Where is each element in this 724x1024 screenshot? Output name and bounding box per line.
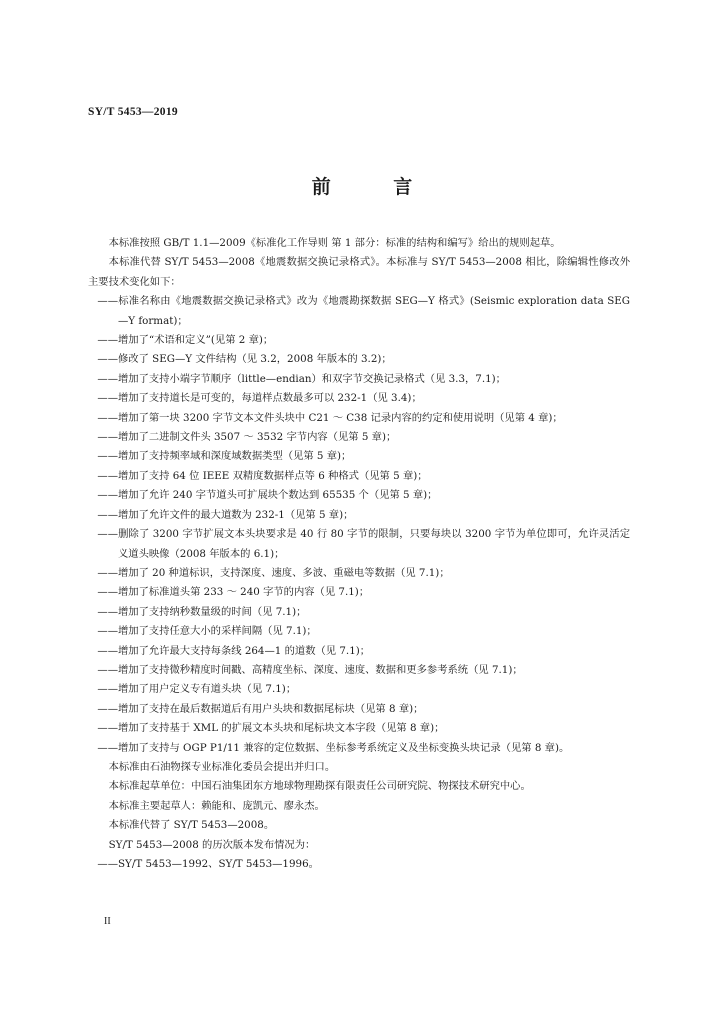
paragraph: 本标准起草单位：中国石油集团东方地球物理勘探有限责任公司研究院、物探技术研究中心。 <box>108 780 531 793</box>
change-item: ——删除了 3200 字节扩展文本头块要求是 40 行 80 字节的限制，只要每块以 3200 字节为单位即可，允许灵活定义道头映像（2008 年版本的 6.1)； <box>97 528 630 560</box>
change-item: ——增加了支持微秒精度时间戳、高精度坐标、深度、速度、数据和更多参考系统（见 7.1)； <box>97 663 523 676</box>
change-item: ——增加了标准道头第 233 ～ 240 字节的内容（见 7.1)； <box>97 586 370 599</box>
change-item: ——增加了支持纳秒数量级的时间（见 7.1)； <box>97 605 307 618</box>
change-item: ——增加了支持基于 XML 的扩展文本头块和尾标块文本字段（见第 8 章)； <box>97 722 445 735</box>
change-item: ——增加了支持频率域和深度域数据类型（见第 5 章)； <box>97 450 352 463</box>
page-title: 前 言 <box>311 176 441 198</box>
change-item: ——修改了 SEG—Y 文件结构（见 3.2，2008 年版本的 3.2)； <box>97 353 392 366</box>
change-item: ——增加了允许最大支持每条线 264—1 的道数（见 7.1)； <box>97 644 371 657</box>
standard-id-header: SY/T 5453—2019 <box>88 106 178 118</box>
paragraph: SY/T 5453—2008 的历次版本发布情况为： <box>108 838 316 851</box>
foreword-body <box>88 234 630 874</box>
change-item: ——增加了支持道长是可变的，每道样点数最多可以 232-1（见 3.4)； <box>97 392 422 405</box>
paragraph: 本标准代替了 SY/T 5453—2008。 <box>108 819 275 832</box>
change-item: ——增加了第一块 3200 字节文本文件头块中 C21 ～ C38 记录内容的约定和使用说明（见第 4 章)； <box>97 411 563 424</box>
page-number: II <box>104 916 111 927</box>
change-item: ——增加了允许 240 字节道头可扩展块个数达到 65535 个（见第 5 章)； <box>97 489 438 502</box>
change-item: ——标准名称由《地震数据交换记录格式》改为《地震勘探数据 SEG—Y 格式》(Seismic exploration data SEG—Y format)； <box>97 295 630 327</box>
change-item: ——增加了支持任意大小的采样间隔（见 7.1)； <box>97 625 317 638</box>
history-item: ——SY/T 5453—1992、SY/T 5453—1996。 <box>97 858 319 870</box>
change-item: ——增加了支持 64 位 IEEE 双精度数据样点等 6 种格式（见第 5 章)； <box>97 469 428 482</box>
change-item: ——增加了“术语和定义”(见第 2 章)； <box>97 334 274 347</box>
change-item: ——增加了支持小端字节顺序（little—endian）和双字节交换记录格式（见 3.3，7.1)； <box>97 372 506 385</box>
change-item: ——增加了支持与 OGP P1/11 兼容的定位数据、坐标参考系统定义及坐标变换头块记录（见第 8 章)。 <box>97 741 570 754</box>
paragraph: 本标准代替 SY/T 5453—2008《地震数据交换记录格式》。本标准与 SY/T 5453—2008 相比，除编辑性修改外主要技术变化如下： <box>88 256 630 288</box>
paragraph: 本标准由石油物探专业标准化委员会提出并归口。 <box>108 760 336 773</box>
change-item: ——增加了二进制文件头 3507 ～ 3532 字节内容（见第 5 章)； <box>97 431 397 444</box>
paragraph: 本标准主要起草人：赖能和、庞凯元、廖永杰。 <box>108 799 325 812</box>
change-item: ——增加了用户定义专有道头块（见 7.1)； <box>97 683 297 696</box>
paragraph: 本标准按照 GB/T 1.1—2009《标准化工作导则 第 1 部分：标准的结构和编写》给出的规则起草。 <box>108 237 561 249</box>
change-item: ——增加了允许文件的最大道数为 232-1（见第 5 章)； <box>97 508 354 521</box>
change-item: ——增加了 20 种道标识，支持深度、速度、多波、重磁电等数据（见 7.1)； <box>97 566 450 579</box>
change-item: ——增加了支持在最后数据道后有用户头块和数据尾标块（见第 8 章)； <box>97 702 424 715</box>
